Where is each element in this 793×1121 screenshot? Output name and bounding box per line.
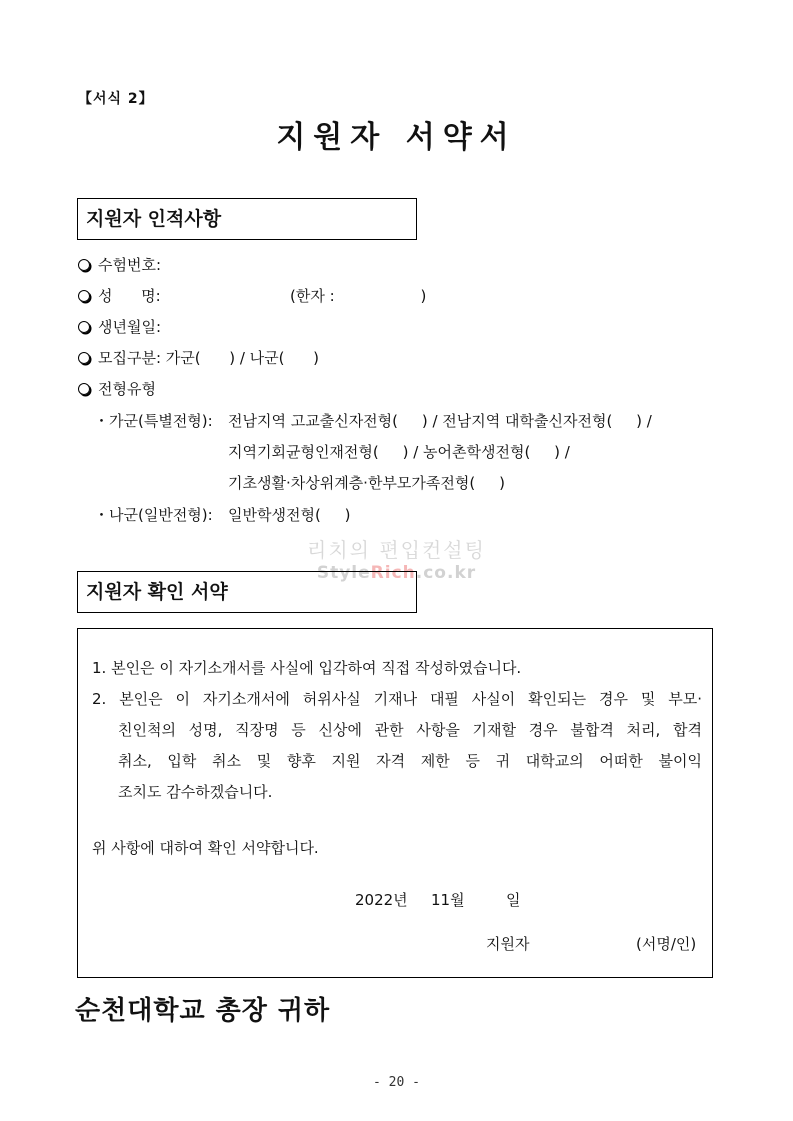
watermark-text: 리치의 편입컨설팅 bbox=[307, 538, 486, 562]
field-label: 생년월일: bbox=[98, 318, 162, 336]
type-na-label: ・나군(일반전형): bbox=[94, 506, 213, 524]
section-header-label: 지원자 인적사항 bbox=[86, 208, 222, 230]
field-name bbox=[78, 285, 427, 307]
section-header-label: 지원자 확인 서약 bbox=[86, 581, 228, 603]
bullet-icon bbox=[78, 321, 90, 333]
type-na-line: 일반학생전형( ) bbox=[228, 506, 351, 524]
pledge-item-2-line: 취소, 입학 취소 및 향후 지원 자격 제한 등 귀 대학교의 어떠한 불이익 bbox=[118, 752, 702, 770]
field-label: 모집구분: 가군( ) / 나군( ) bbox=[98, 349, 319, 367]
bullet-icon bbox=[78, 259, 90, 271]
field-label: 성 명: bbox=[98, 287, 161, 305]
date-year: 2022년 bbox=[355, 891, 408, 909]
pledge-item-2-line: 친인척의 성명, 직장명 등 신상에 관한 사항을 기재할 경우 불합격 처리, 합격 bbox=[118, 721, 702, 739]
pledge-item-1: 1. 본인은 이 자기소개서를 사실에 입각하여 직접 작성하였습니다. bbox=[92, 659, 522, 677]
form-label: 【서식 2】 bbox=[78, 91, 154, 107]
pledge-item-2-line: 2. 본인은 이 자기소개서에 허위사실 기재나 대필 사실이 확인되는 경우 및 부모· bbox=[92, 690, 702, 708]
field-recruit-group bbox=[78, 347, 319, 369]
pledge-box bbox=[77, 628, 713, 978]
document-title: 지원자 서약서 bbox=[276, 120, 517, 155]
type-ga-line: 전남지역 고교출신자전형( ) / 전남지역 대학출신자전형( ) / bbox=[228, 412, 652, 430]
watermark-part: .co.kr bbox=[415, 563, 477, 583]
bullet-icon bbox=[78, 383, 90, 395]
type-ga-line: 지역기회균형인재전형( ) / 농어촌학생전형( ) / bbox=[228, 443, 570, 461]
type-ga-label: ・가군(특별전형): bbox=[94, 412, 213, 430]
section-header-personal-info bbox=[77, 198, 417, 240]
bullet-icon bbox=[78, 352, 90, 364]
signature-label: (서명/인) bbox=[636, 935, 697, 953]
field-birthdate bbox=[78, 316, 161, 338]
date-month: 11월 bbox=[431, 891, 465, 909]
watermark-part: Style bbox=[316, 563, 371, 583]
closing-address: 순천대학교 총장 귀하 bbox=[75, 996, 331, 1026]
bullet-icon bbox=[78, 290, 90, 302]
field-label: 수험번호: bbox=[98, 256, 162, 274]
page-number: - 20 - bbox=[373, 1075, 420, 1090]
section-header-pledge bbox=[77, 571, 417, 613]
field-label: 전형유형 bbox=[98, 380, 156, 398]
date-day: 일 bbox=[506, 891, 521, 909]
pledge-confirm: 위 사항에 대하여 확인 서약합니다. bbox=[92, 839, 319, 857]
hanja-field: (한자 : ) bbox=[290, 287, 427, 305]
pledge-item-2-line: 조치도 감수하겠습니다. bbox=[118, 783, 273, 801]
type-ga-line: 기초생활·차상위계층·한부모가족전형( ) bbox=[228, 474, 505, 492]
applicant-label: 지원자 bbox=[486, 935, 530, 953]
field-admission-type bbox=[78, 378, 156, 400]
field-exam-number bbox=[78, 254, 161, 276]
watermark-part: Rich bbox=[370, 563, 416, 583]
